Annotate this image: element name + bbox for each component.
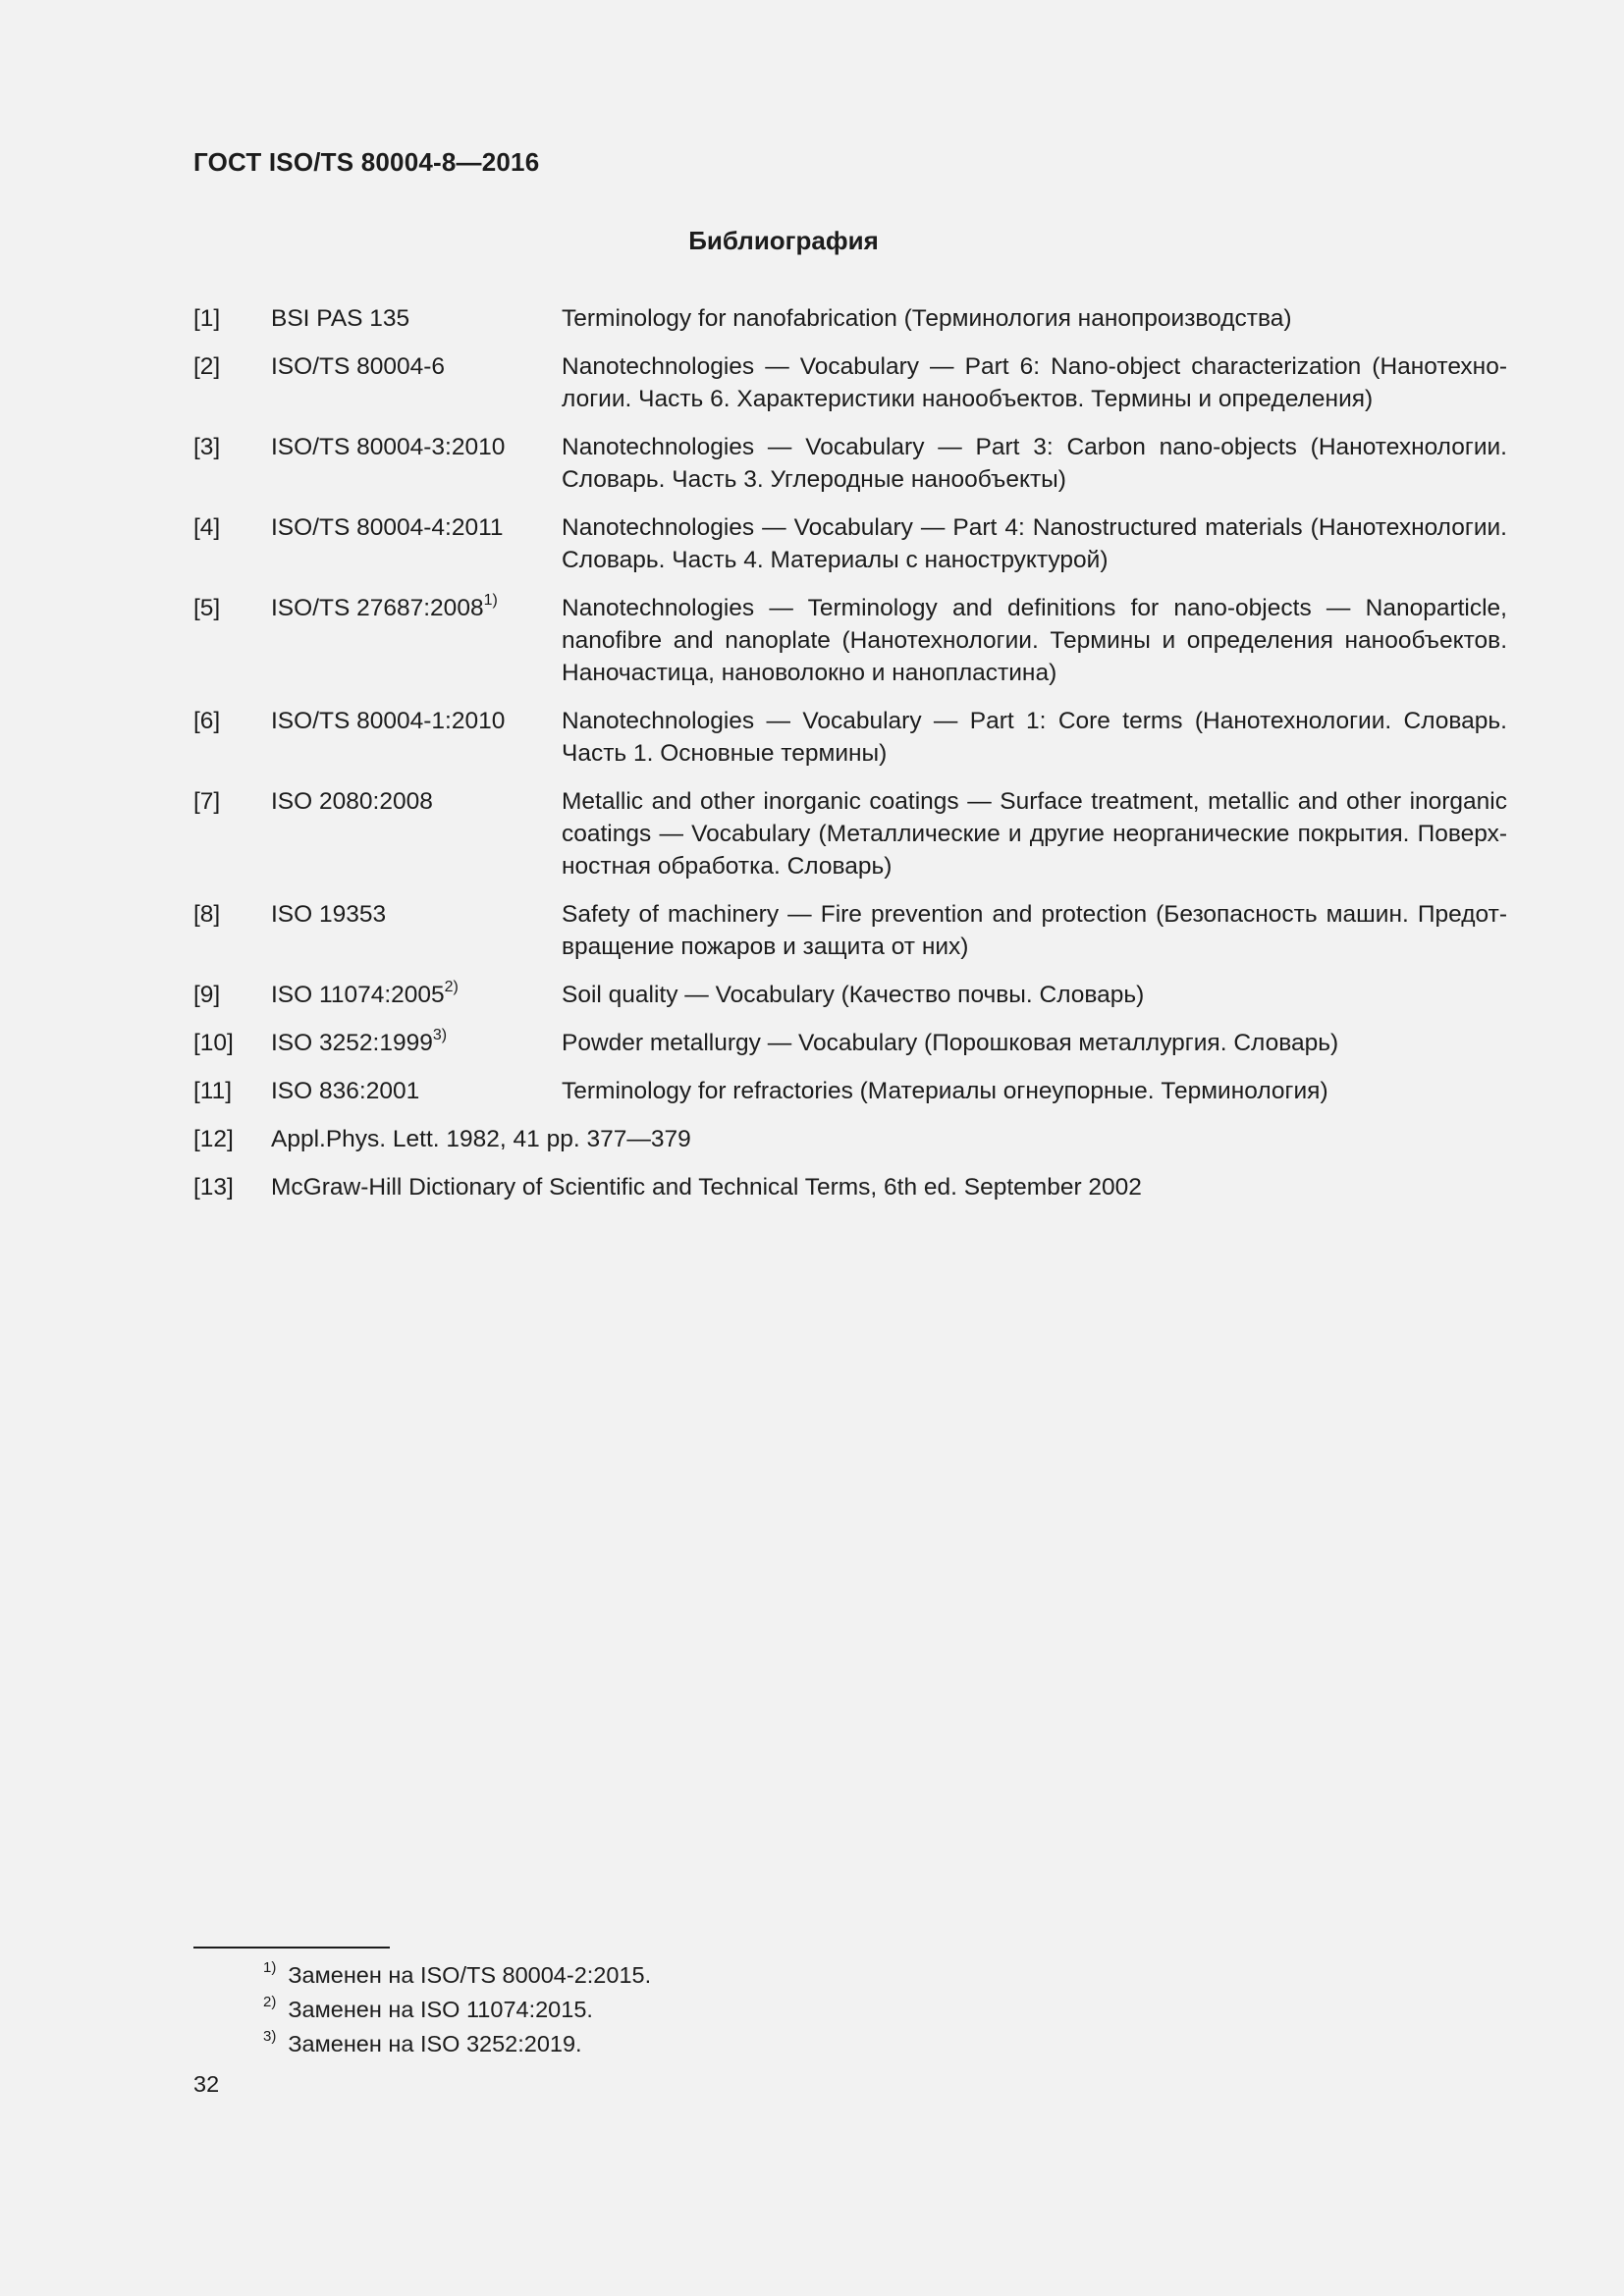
entry-code: ISO 11074:2005$^{2)}$ bbox=[271, 978, 459, 1008]
entry-description: Safety of machinery — Fire prevention and protection (Безопасность машин. Предот-вращение пожаров и защита от них) bbox=[562, 901, 1507, 960]
entry-description: Metallic and other inorganic coatings — Surface treatment, metallic and other inorganic coatings — Vocabulary (Металлические и другие неорганические покрытия. Поверх-ностная обработка. Словарь) bbox=[562, 788, 1507, 880]
footnote-ref: 3) bbox=[432, 1026, 448, 1043]
footnotes bbox=[263, 1958, 651, 2061]
entry-number: [8] bbox=[193, 901, 221, 928]
entry-code: ISO 3252:1999$^{3)}$ bbox=[271, 1026, 448, 1056]
entry-number: [11] bbox=[193, 1078, 233, 1104]
bibliography-entry bbox=[193, 785, 1507, 882]
document-header: ГОСТ ISO/TS 80004-8—2016 bbox=[193, 147, 540, 177]
entry-number: [12] bbox=[193, 1126, 234, 1152]
entry-code: ISO 2080:2008 bbox=[271, 788, 433, 815]
entry-number: [7] bbox=[193, 788, 221, 815]
entry-number: [9] bbox=[193, 982, 221, 1008]
entry-code: ISO/TS 80004-6 bbox=[271, 353, 446, 380]
bibliography-entry bbox=[193, 1123, 1507, 1155]
entry-code: ISO/TS 80004-1:2010 bbox=[271, 708, 506, 734]
footnote-text: Заменен на ISO 11074:2015. bbox=[288, 1997, 593, 2022]
entry-description: Terminology for nanofabrication (Терминология нанопроизводства) bbox=[562, 305, 1292, 332]
bibliography-list bbox=[193, 302, 1507, 1219]
entry-number: [2] bbox=[193, 353, 221, 380]
footnote-mark: 1) bbox=[263, 1959, 277, 1977]
bibliography-entry bbox=[193, 1027, 1507, 1059]
footnote-text: Заменен на ISO/TS 80004-2:2015. bbox=[288, 1962, 652, 1988]
section-title: Библиография bbox=[688, 226, 879, 255]
entry-number: [6] bbox=[193, 708, 221, 734]
entry-number: [5] bbox=[193, 595, 221, 621]
footnote-mark: 2) bbox=[263, 1994, 277, 2011]
entry-number: [3] bbox=[193, 434, 221, 460]
bibliography-entry bbox=[193, 592, 1507, 689]
entry-description: Powder metallurgy — Vocabulary (Порошковая металлургия. Словарь) bbox=[562, 1030, 1339, 1056]
footnote-ref: 1) bbox=[483, 591, 498, 609]
bibliography-entry bbox=[193, 1075, 1507, 1107]
entry-code: ISO/TS 27687:2008$^{1)}$ bbox=[271, 591, 498, 621]
entry-code: BSI PAS 135 bbox=[271, 305, 410, 332]
entry-description: Terminology for refractories (Материалы огнеупорные. Терминология) bbox=[562, 1078, 1328, 1104]
bibliography-entry bbox=[193, 1171, 1507, 1203]
footnote-divider bbox=[193, 1947, 390, 1949]
entry-number: [4] bbox=[193, 514, 221, 541]
entry-description: Nanotechnologies — Vocabulary — Part 4: Nanostructured materials (Нанотехнологии. Словарь. Часть 4. Материалы с наноструктурой) bbox=[562, 514, 1507, 573]
footnote-mark: 3) bbox=[263, 2028, 277, 2046]
entry-description: Nanotechnologies — Vocabulary — Part 1: Core terms (Нанотехнологии. Словарь. Часть 1. Основные термины) bbox=[562, 708, 1507, 767]
bibliography-entry bbox=[193, 979, 1507, 1011]
footnote bbox=[263, 1993, 651, 2027]
bibliography-entry bbox=[193, 898, 1507, 963]
entry-number: [10] bbox=[193, 1030, 234, 1056]
footnote-text: Заменен на ISO 3252:2019. bbox=[288, 2031, 582, 2056]
bibliography-entry bbox=[193, 705, 1507, 770]
footnote bbox=[263, 1958, 651, 1993]
entry-code: ISO/TS 80004-4:2011 bbox=[271, 514, 504, 541]
entry-description: Soil quality — Vocabulary (Качество почвы. Словарь) bbox=[562, 982, 1145, 1008]
footnote-ref: 2) bbox=[444, 978, 459, 995]
entry-number: [1] bbox=[193, 305, 221, 332]
entry-text: Appl.Phys. Lett. 1982, 41 pp. 377—379 bbox=[271, 1126, 691, 1152]
bibliography-entry bbox=[193, 302, 1507, 335]
entry-description: Nanotechnologies — Vocabulary — Part 6: Nano-object characterization (Нанотехно-логии. Часть 6. Характеристики нанообъектов. Термины и определения) bbox=[562, 353, 1507, 412]
entry-description: Nanotechnologies — Vocabulary — Part 3: Carbon nano-objects (Нанотехнологии. Словарь. Часть 3. Углеродные нанообъекты) bbox=[562, 434, 1507, 493]
entry-code: ISO/TS 80004-3:2010 bbox=[271, 434, 506, 460]
footnote bbox=[263, 2027, 651, 2061]
bibliography-entry bbox=[193, 511, 1507, 576]
entry-text: McGraw-Hill Dictionary of Scientific and Technical Terms, 6th ed. September 2002 bbox=[271, 1174, 1142, 1201]
bibliography-entry bbox=[193, 350, 1507, 415]
page-number: 32 bbox=[193, 2071, 220, 2097]
entry-number: [13] bbox=[193, 1174, 234, 1201]
entry-code: ISO 836:2001 bbox=[271, 1078, 420, 1104]
bibliography-entry bbox=[193, 431, 1507, 496]
entry-code: ISO 19353 bbox=[271, 901, 387, 928]
entry-description: Nanotechnologies — Terminology and definitions for nano-objects — Nanoparticle, nanofibre and nanoplate (Нанотехнологии. Термины и определения нанообъектов. Наночастица, нановолокно и нанопластина) bbox=[562, 595, 1507, 686]
